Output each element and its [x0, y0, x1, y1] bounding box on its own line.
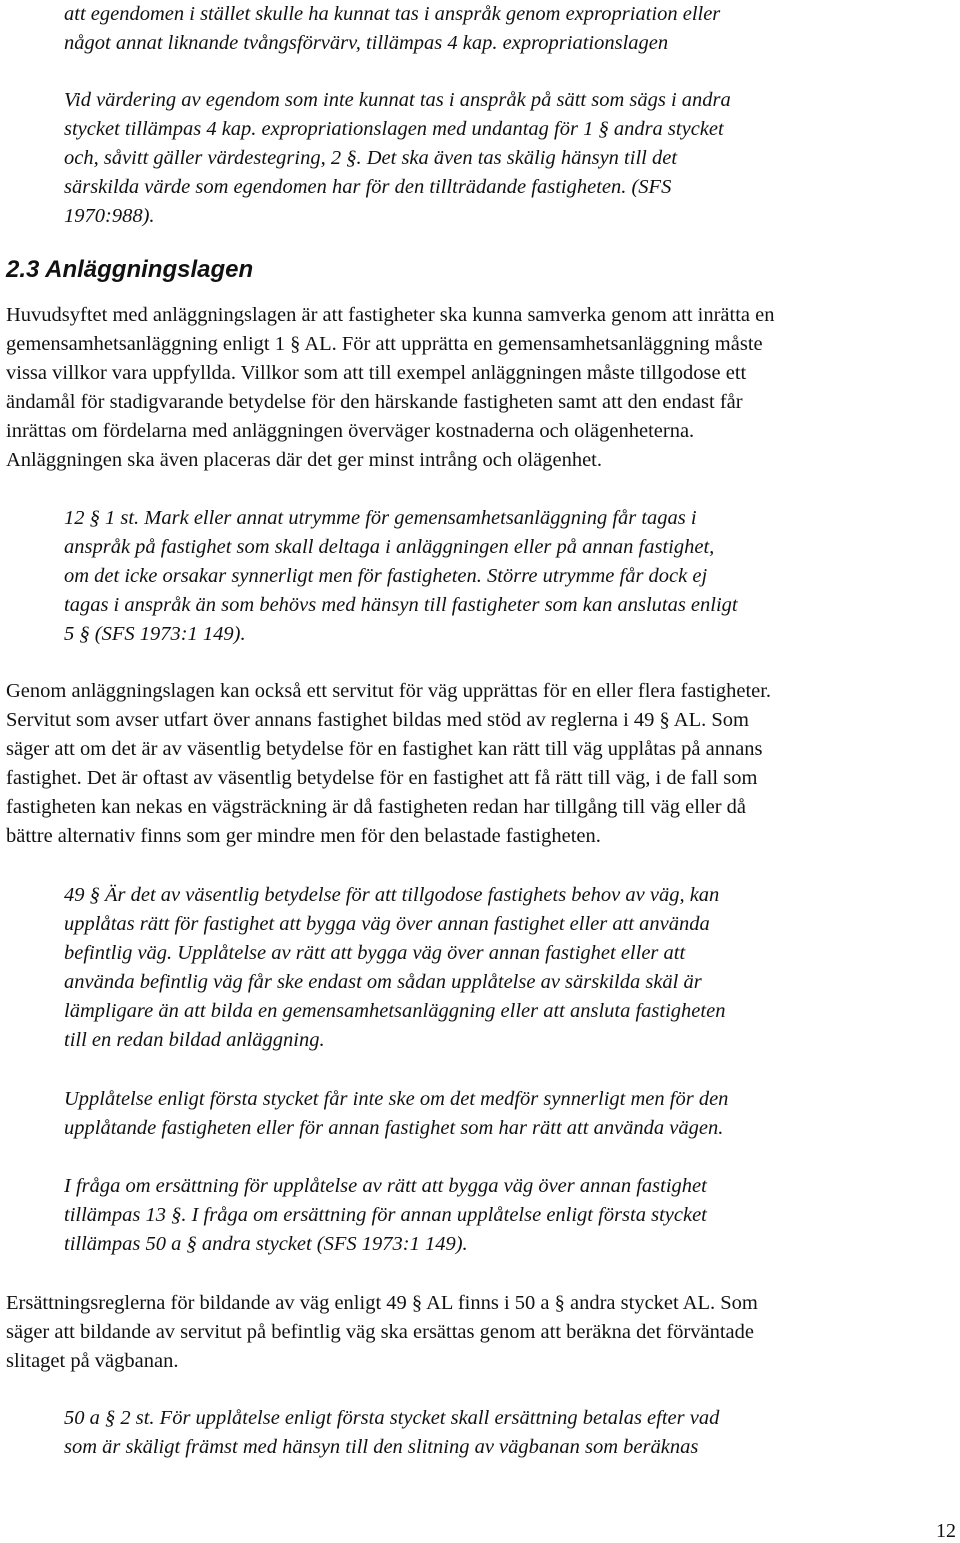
para1-line: vissa villkor vara uppfyllda. Villkor som att till exempel anläggningen måste tillgodose ett	[6, 362, 747, 384]
quote1-line: stycket tillämpas 4 kap. expropriationslagen med undantag för 1 § andra stycket	[64, 118, 724, 140]
quote6-line: som är skäligt främst med hänsyn till den slitning av vägbanan som beräknas	[64, 1436, 699, 1458]
quote3-line: använda befintlig väg får ske endast om sådan upplåtelse av särskilda skäl är	[64, 971, 702, 993]
quote1-line: och, såvitt gäller värdestegring, 2 §. Det ska även tas skälig hänsyn till det	[64, 147, 678, 169]
quote1-line: Vid värdering av egendom som inte kunnat tas i anspråk på sätt som sägs i andra	[64, 89, 731, 111]
para2-line: fastigheten kan nekas en vägsträckning är då fastigheten redan har tillgång till väg eller då	[6, 796, 746, 818]
para2-line: Servitut som avser utfart över annans fastighet bildas med stöd av reglerna i 49 § AL. Som	[6, 709, 749, 731]
quote3-line: 49 § Är det av väsentlig betydelse för att tillgodose fastighets behov av väg, kan	[64, 884, 720, 906]
page-number: 12	[936, 1520, 956, 1542]
quote5-line: tillämpas 50 a § andra stycket (SFS 1973:1 149).	[64, 1233, 468, 1255]
section-heading: 2.3 Anläggningslagen	[6, 256, 254, 283]
para3-line: säger att bildande av servitut på befintlig väg ska ersättas genom att beräkna det förväntade	[6, 1321, 754, 1343]
quote1-line: 1970:988).	[64, 205, 155, 227]
quote3-line: befintlig väg. Upplåtelse av rätt att bygga väg över annan fastighet eller att	[64, 942, 686, 964]
para1-line: inrättas om fördelarna med anläggningen överväger kostnaderna och olägenheterna.	[6, 420, 695, 442]
quote3-line: lämpligare än att bilda en gemensamhetsanläggning eller att ansluta fastigheten	[64, 1000, 726, 1022]
quote5-line: tillämpas 13 §. I fråga om ersättning för annan upplåtelse enligt första stycket	[64, 1204, 707, 1226]
quote1-line: något annat liknande tvångsförvärv, tillämpas 4 kap. expropriationslagen	[64, 32, 669, 54]
quote1-line: särskilda värde som egendomen har för den tillträdande fastigheten. (SFS	[64, 176, 672, 198]
para1-line: gemensamhetsanläggning enligt 1 § AL. För att upprätta en gemensamhetsanläggning måste	[6, 333, 763, 355]
quote4-line: upplåtande fastigheten eller för annan fastighet som har rätt att använda vägen.	[64, 1117, 724, 1139]
quote4-line: Upplåtelse enligt första stycket får inte ske om det medför synnerligt men för den	[64, 1088, 729, 1110]
quote2-line: tagas i anspråk än som behövs med hänsyn till fastigheter som kan anslutas enligt	[64, 594, 738, 616]
quote2-line: 5 § (SFS 1973:1 149).	[64, 623, 246, 645]
quote1-line: att egendomen i stället skulle ha kunnat tas i anspråk genom expropriation eller	[64, 3, 721, 25]
quote3-line: upplåtas rätt för fastighet att bygga väg över annan fastighet eller att använda	[64, 913, 710, 935]
para1-line: Anläggningen ska även placeras där det ger minst intrång och olägenhet.	[6, 449, 603, 471]
para3-line: slitaget på vägbanan.	[6, 1350, 179, 1372]
quote2-line: om det icke orsakar synnerligt men för fastigheten. Större utrymme får dock ej	[64, 565, 708, 587]
para2-line: bättre alternativ finns som ger mindre men för den belastade fastigheten.	[6, 825, 601, 847]
para2-line: fastighet. Det är oftast av väsentlig betydelse för en fastighet att få rätt till väg, i de fall som	[6, 767, 758, 789]
para3-line: Ersättningsreglerna för bildande av väg enligt 49 § AL finns i 50 a § andra stycket AL. Som	[6, 1292, 758, 1314]
para1-line: ändamål för stadigvarande betydelse för den härskande fastigheten samt att den endast får	[6, 391, 743, 413]
quote2-line: anspråk på fastighet som skall deltaga i anläggningen eller på annan fastighet,	[64, 536, 715, 558]
quote5-line: I fråga om ersättning för upplåtelse av rätt att bygga väg över annan fastighet	[64, 1175, 707, 1197]
quote2-line: 12 § 1 st. Mark eller annat utrymme för gemensamhetsanläggning får tagas i	[64, 507, 697, 529]
para1-line: Huvudsyftet med anläggningslagen är att fastigheter ska kunna samverka genom att inrätta en	[6, 304, 775, 326]
para2-line: Genom anläggningslagen kan också ett servitut för väg upprättas för en eller flera fastigheter.	[6, 680, 772, 702]
para2-line: säger att om det är av väsentlig betydelse för en fastighet kan rätt till väg upplåtas på annans	[6, 738, 763, 760]
quote6-line: 50 a § 2 st. För upplåtelse enligt första stycket skall ersättning betalas efter vad	[64, 1407, 720, 1429]
quote3-line: till en redan bildad anläggning.	[64, 1029, 325, 1051]
